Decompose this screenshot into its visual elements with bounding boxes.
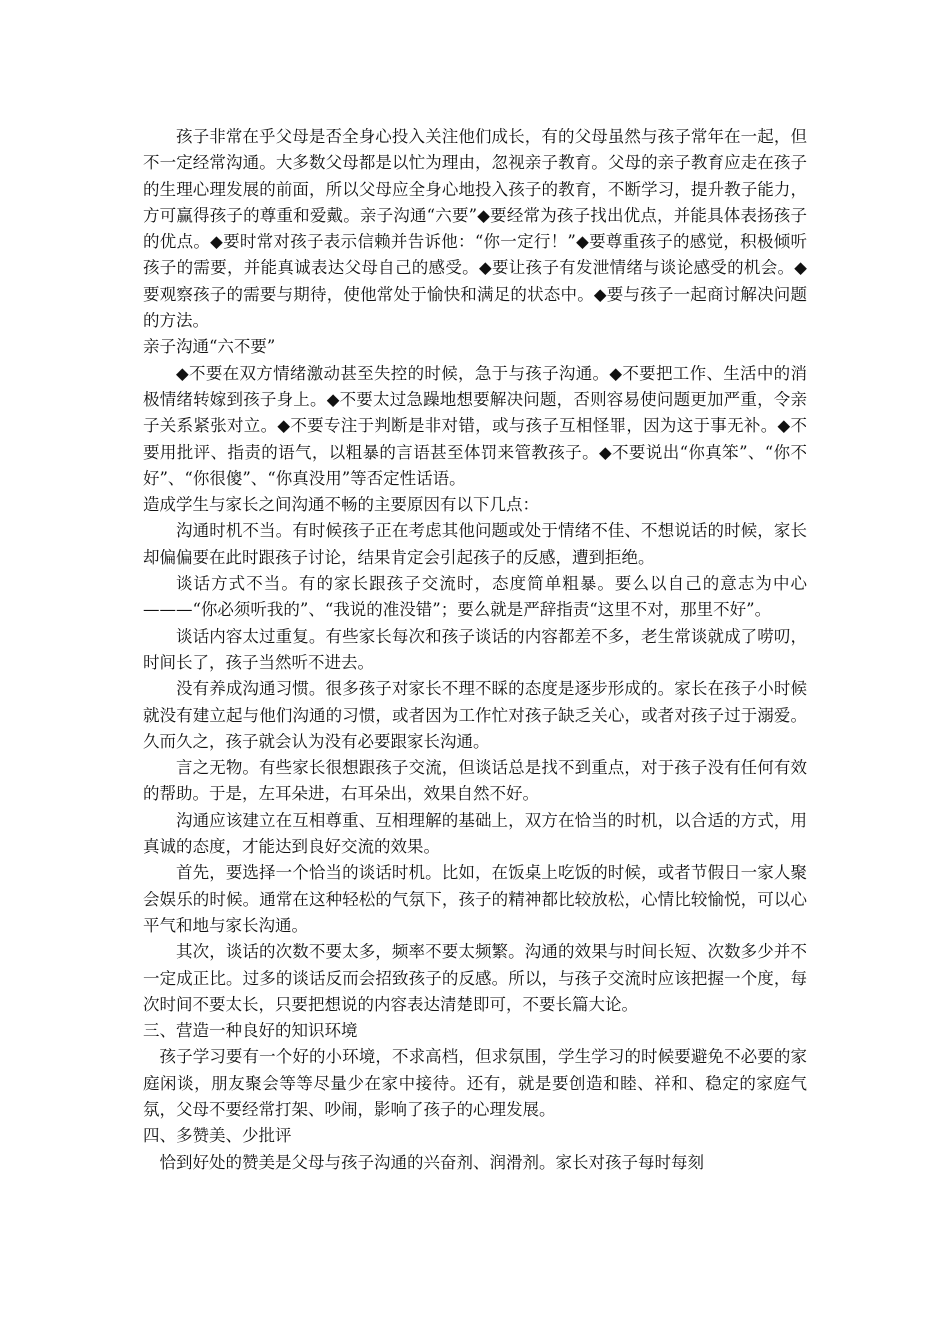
paragraph-repetition: 谈话内容太过重复。有些家长每次和孩子谈话的内容都差不多，老生常谈就成了唠叨，时间长了，孩子当然听不进去。 bbox=[143, 626, 807, 672]
document-body bbox=[143, 124, 807, 1176]
paragraph-respect: 沟通应该建立在互相尊重、互相理解的基础上，双方在恰当的时机，以合适的方式，用真诚的态度，才能达到良好交流的效果。 bbox=[143, 810, 807, 857]
paragraph-six-donts-title: 亲子沟通“六不要” bbox=[143, 337, 276, 357]
section-heading-three: 三、营造一种良好的知识环境 bbox=[143, 1021, 358, 1041]
paragraph-second: 其次，谈话的次数不要太多，频率不要太频繁。沟通的效果与时间长短、次数多少并不一定成正比。过多的谈话反而会招致孩子的反感。所以，与孩子交流时应该把握一个度，每次时间不要太长，只要把想说的内容表达清楚即可，不要长篇大论。 bbox=[143, 942, 807, 1014]
paragraph-empty-talk: 言之无物。有些家长很想跟孩子交流，但谈话总是找不到重点，对于孩子没有任何有效的帮助。于是，左耳朵进，右耳朵出，效果自然不好。 bbox=[143, 758, 807, 804]
paragraph-first: 首先，要选择一个恰当的谈话时机。比如，在饭桌上吃饭的时候，或者节假日一家人聚会娱乐的时候。通常在这种轻松的气氛下，孩子的精神都比较放松，心情比较愉悦，可以心平气和地与家长沟通。 bbox=[143, 863, 807, 935]
paragraph-intro: 孩子非常在乎父母是否全身心投入关注他们成长，有的父母虽然与孩子常年在一起，但不一定经常沟通。大多数父母都是以忙为理由，忽视亲子教育。父母的亲子教育应走在孩子的生理心理发展的前面，所以父母应全身心地投入孩子的教育，不断学习，提升教子能力，方可赢得孩子的尊重和爱戴。亲子沟通“六要”◆要经常为孩子找出优点，并能具体表扬孩子的优点。◆要时常对孩子表示信赖并告诉他：“你一定行！”◆要尊重孩子的感觉，积极倾听孩子的需要，并能真诚表达父母自己的感受。◆要让孩子有发泄情绪与谈论感受的机会。◆要观察孩子的需要与期待，使他常处于愉快和满足的状态中。◆要与孩子一起商讨解决问题的方法。 bbox=[143, 127, 807, 331]
paragraph-habit: 没有养成沟通习惯。很多孩子对家长不理不睬的态度是逐步形成的。家长在孩子小时候就没有建立起与他们沟通的习惯，或者因为工作忙对孩子缺乏关心，或者对孩子过于溺爱。久而久之，孩子就会认为没有必要跟家长沟通。 bbox=[143, 679, 807, 751]
paragraph-praise: 恰到好处的赞美是父母与孩子沟通的兴奋剂、润滑剂。家长对孩子每时每刻 bbox=[159, 1152, 704, 1172]
paragraph-six-donts: ◆不要在双方情绪激动甚至失控的时候，急于与孩子沟通。◆不要把工作、生活中的消极情绪转嫁到孩子身上。◆不要太过急躁地想要解决问题，否则容易使问题更加严重，令亲子关系紧张对立。◆不要专注于判断是非对错，或与孩子互相怪罪，因为这于事无补。◆不要用批评、指责的语气，以粗暴的言语甚至体罚来管教孩子。◆不要说出“你真笨”、“你不好”、“你很傻”、“你真没用”等否定性话语。 bbox=[143, 363, 807, 488]
paragraph-manner: 谈话方式不当。有的家长跟孩子交流时，态度简单粗暴。要么以自己的意志为中心———“你必须听我的”、“我说的准没错”；要么就是严辞指责“这里不对，那里不好”。 bbox=[143, 574, 807, 620]
paragraph-timing: 沟通时机不当。有时候孩子正在考虑其他问题或处于情绪不佳、不想说话的时候，家长却偏偏要在此时跟孩子讨论，结果肯定会引起孩子的反感，遭到拒绝。 bbox=[143, 521, 807, 567]
paragraph-environment: 孩子学习要有一个好的小环境，不求高档，但求氛围，学生学习的时候要避免不必要的家庭闲谈，朋友聚会等等尽量少在家中接待。还有，就是要创造和睦、祥和、稳定的家庭气氛，父母不要经常打架、吵闹，影响了孩子的心理发展。 bbox=[143, 1047, 807, 1119]
section-heading-four: 四、多赞美、少批评 bbox=[143, 1126, 292, 1146]
paragraph-causes-heading: 造成学生与家长之间沟通不畅的主要原因有以下几点： bbox=[143, 495, 539, 515]
